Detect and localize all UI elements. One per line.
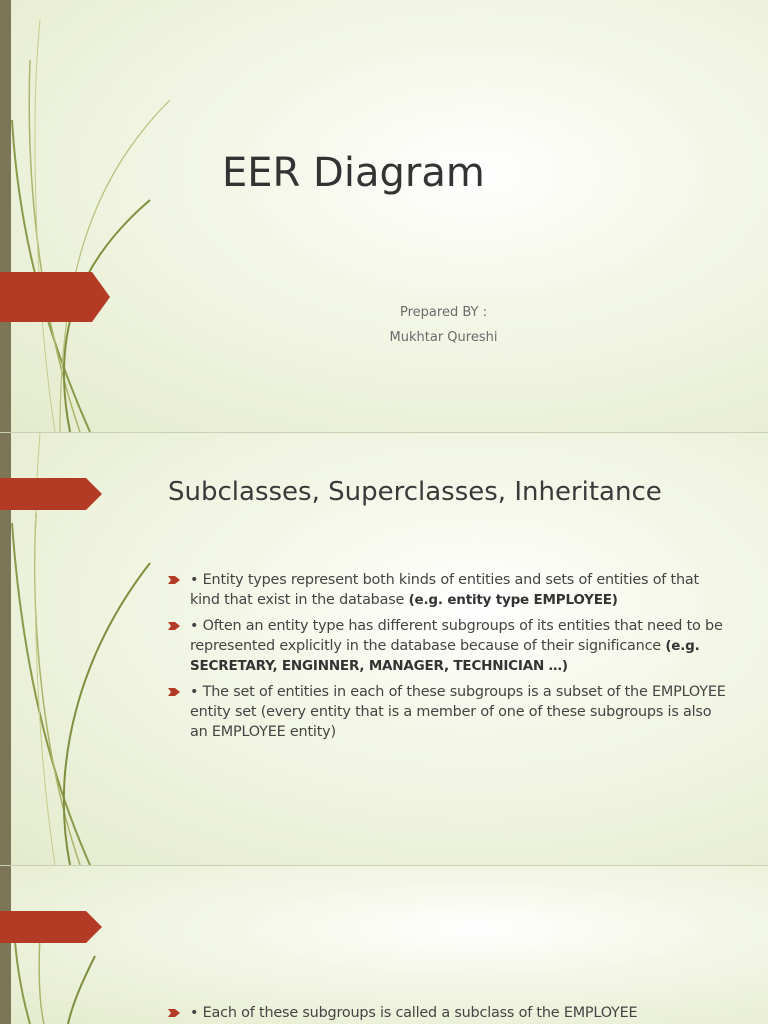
bullet-bold-text: (e.g. SECRETARY, ENGINNER, MANAGER, TECHNICIAN …)	[190, 638, 700, 674]
slide-left-bar	[0, 866, 11, 1024]
slide-title-heading: EER Diagram	[222, 150, 485, 196]
slide-subclass-continued	[0, 866, 768, 1024]
decorative-swirl-lines	[0, 0, 200, 432]
bullet-list	[168, 1003, 728, 1024]
arrow-bullet-icon	[168, 1009, 180, 1017]
list-item	[168, 1003, 728, 1023]
list-item	[168, 570, 728, 610]
decorative-swirl-lines	[0, 866, 200, 1024]
arrow-bullet-icon	[168, 576, 180, 584]
slide-title	[0, 0, 768, 432]
author-name: Mukhtar Qureshi	[389, 330, 498, 345]
bullet-text: • Often an entity type has different subgroups of its entities that need to be represented explicitly in the database because of their significance	[190, 618, 723, 654]
tag-arrow-icon	[0, 478, 102, 510]
tag-arrow-icon	[0, 911, 102, 943]
bullet-text: • The set of entities in each of these subgroups is a subset of the EMPLOYEE entity set (every entity that is a member of one of these subgroups is also an EMPLOYEE entity)	[190, 684, 726, 740]
slide-heading: Subclasses, Superclasses, Inheritance	[168, 477, 662, 507]
bullet-bold-text: (e.g. entity type EMPLOYEE)	[408, 592, 618, 608]
list-item	[168, 682, 728, 742]
bullet-text: • Entity types represent both kinds of entities and sets of entities of that kind that exist in the database	[190, 572, 699, 608]
bullet-list	[168, 570, 728, 748]
arrow-bullet-icon	[168, 622, 180, 630]
slide-left-bar	[0, 0, 11, 432]
bullet-text: • Each of these subgroups is called a subclass of the EMPLOYEE	[190, 1005, 638, 1021]
prepared-by-label: Prepared BY :	[400, 305, 487, 320]
arrow-bullet-icon	[168, 688, 180, 696]
slide-subclasses	[0, 433, 768, 865]
list-item	[168, 616, 728, 676]
